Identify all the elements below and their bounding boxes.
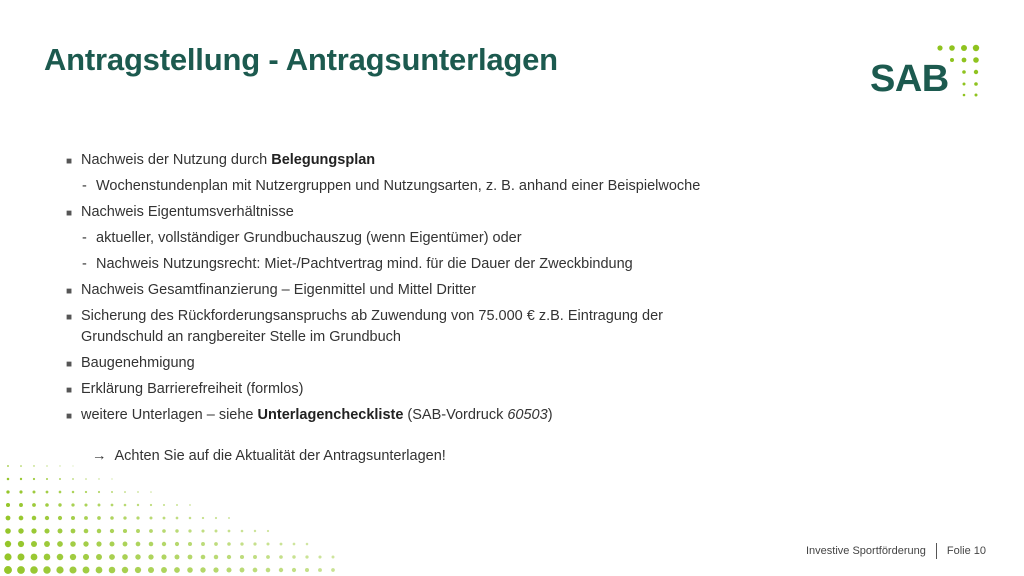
- logo-text: SAB: [870, 58, 949, 100]
- decor-dot: [6, 503, 10, 507]
- decor-dot: [43, 566, 50, 573]
- decor-dot: [189, 517, 192, 520]
- list-item: ■ Nachweis Eigentumsverhältnisse: [66, 202, 786, 223]
- decor-dot: [96, 567, 103, 574]
- decor-dot: [150, 504, 152, 506]
- decor-dot: [46, 491, 49, 494]
- decor-dot: [280, 543, 283, 546]
- decor-dot: [70, 554, 76, 560]
- decor-dot: [161, 554, 166, 559]
- decor-dot: [32, 503, 36, 507]
- decor-dot: [241, 530, 244, 533]
- decor-dot: [162, 542, 166, 546]
- decor-dot: [162, 529, 166, 533]
- list-subitem: - Nachweis Nutzungsrecht: Miet-/Pachtvertrag mind. für die Dauer der Zweckbindung: [66, 254, 786, 275]
- decor-dot: [122, 567, 128, 573]
- decor-dot: [111, 491, 113, 493]
- decor-dot: [240, 555, 244, 559]
- decor-dot: [109, 541, 114, 546]
- dash-bullet: -: [82, 178, 87, 194]
- decor-dot: [19, 490, 22, 493]
- decor-dot: [306, 543, 309, 546]
- decor-dot: [97, 529, 101, 533]
- decor-dot: [201, 555, 206, 560]
- decor-dot: [96, 554, 102, 560]
- decor-dot: [110, 529, 114, 533]
- hint-text: Achten Sie auf die Aktualität der Antragsunterlagen!: [114, 448, 446, 464]
- decor-dot: [215, 517, 217, 519]
- decor-dot: [44, 541, 50, 547]
- decor-dot: [70, 541, 76, 547]
- decor-dot: [292, 555, 295, 558]
- decor-dot: [31, 541, 37, 547]
- decor-dot: [122, 554, 128, 560]
- decor-dot: [46, 465, 47, 466]
- decor-dot: [266, 555, 270, 559]
- decor-dot: [18, 541, 24, 547]
- decor-dot: [19, 503, 23, 507]
- decor-dot: [111, 478, 112, 479]
- list-item: ■ Baugenehmigung: [66, 353, 786, 374]
- list-item: ■ Nachweis der Nutzung durch Belegungsplan: [66, 150, 786, 171]
- square-bullet-icon: ■: [66, 208, 73, 219]
- document-list: [66, 150, 786, 431]
- decor-dot: [163, 504, 165, 506]
- decor-dot: [214, 555, 218, 559]
- square-bullet-icon: ■: [66, 156, 73, 167]
- decor-dot: [45, 503, 49, 507]
- decor-dot: [253, 542, 256, 545]
- decor-dot: [98, 504, 101, 507]
- decor-dot: [57, 541, 63, 547]
- decor-dot: [85, 491, 87, 493]
- decor-dot: [226, 567, 231, 572]
- decor-dot: [148, 567, 154, 573]
- decor-dot: [6, 516, 11, 521]
- decor-dot: [149, 516, 152, 519]
- slide-footer: [806, 543, 986, 559]
- decor-dot: [72, 491, 75, 494]
- emphasis: Belegungsplan: [271, 152, 376, 168]
- decor-dot: [214, 542, 218, 546]
- decor-dot: [97, 516, 101, 520]
- decor-dot: [30, 566, 38, 574]
- decor-dot: [123, 529, 127, 533]
- decor-dot: [44, 528, 49, 533]
- decor-dot: [31, 554, 38, 561]
- decor-dot: [58, 529, 63, 534]
- decor-dot: [98, 491, 100, 493]
- decor-dot: [18, 528, 23, 533]
- decor-dot: [33, 465, 34, 466]
- sab-logo: [868, 40, 988, 104]
- decor-dot: [20, 478, 22, 480]
- decor-dot: [305, 568, 309, 572]
- decor-dot: [69, 566, 76, 573]
- decor-dot: [175, 529, 178, 532]
- decor-dot: [163, 517, 166, 520]
- square-bullet-icon: ■: [66, 385, 73, 396]
- decor-dot: [7, 465, 9, 467]
- decor-dot: [56, 566, 63, 573]
- decor-dot: [279, 568, 283, 572]
- decor-dot: [84, 503, 87, 506]
- decor-dot: [98, 478, 99, 479]
- decor-dot: [188, 542, 192, 546]
- list-subitem: - Wochenstundenplan mit Nutzergruppen und Nutzungsarten, z. B. anhand einer Beispielwoche: [66, 176, 786, 197]
- decor-dot: [253, 555, 257, 559]
- list-item: ■ Erklärung Barrierefreiheit (formlos): [66, 379, 786, 400]
- decor-dot: [136, 516, 139, 519]
- form-number: 60503: [507, 407, 548, 423]
- decor-dot: [227, 555, 231, 559]
- decor-dot: [31, 528, 36, 533]
- decor-dot: [109, 567, 116, 574]
- decor-dot: [187, 567, 193, 573]
- decor-dot: [123, 516, 126, 519]
- decor-dot: [136, 529, 140, 533]
- decor-dot: [59, 478, 61, 480]
- decor-dot: [253, 568, 258, 573]
- square-bullet-icon: ■: [66, 359, 73, 370]
- decor-dot: [84, 529, 89, 534]
- decor-dot: [83, 567, 90, 574]
- decor-dot: [44, 554, 51, 561]
- decor-dot: [201, 529, 204, 532]
- decor-dot: [58, 516, 62, 520]
- decor-dot: [58, 503, 61, 506]
- decor-dot: [59, 465, 60, 466]
- decor-dot: [318, 568, 322, 572]
- square-bullet-icon: ■: [66, 286, 73, 297]
- decor-dot: [4, 566, 12, 574]
- decor-dot: [228, 530, 231, 533]
- decor-dot: [279, 555, 283, 559]
- square-bullet-icon: ■: [66, 411, 73, 422]
- decor-dot: [174, 567, 180, 573]
- list-item: ■ Nachweis Gesamtfinanzierung – Eigenmittel und Mittel Dritter: [66, 280, 786, 301]
- decor-dot: [175, 555, 180, 560]
- decor-dot: [137, 504, 139, 506]
- decor-dot: [305, 555, 308, 558]
- decor-dot: [59, 491, 62, 494]
- decor-dot: [32, 516, 37, 521]
- decor-dot: [72, 478, 74, 480]
- decor-dot: [5, 541, 11, 547]
- decor-dot: [240, 568, 245, 573]
- decor-dot: [96, 541, 101, 546]
- list-subitem: - aktueller, vollständiger Grundbuchauszug (wenn Eigentümer) oder: [66, 228, 786, 249]
- dash-bullet: -: [82, 256, 87, 272]
- decor-dot: [188, 555, 193, 560]
- footer-divider: [936, 543, 937, 559]
- decor-dot: [110, 516, 114, 520]
- decor-dot: [176, 517, 179, 520]
- footer-section: Investive Sportförderung: [806, 545, 926, 557]
- decor-dot: [7, 478, 10, 481]
- decor-dot: [293, 543, 296, 546]
- decor-dot: [332, 556, 335, 559]
- decor-dot: [33, 491, 36, 494]
- decor-dot: [228, 517, 230, 519]
- decor-dot: [176, 504, 178, 506]
- decor-dot: [4, 553, 11, 560]
- dot-pattern-decoration: [0, 460, 340, 576]
- decor-dot: [161, 567, 167, 573]
- decor-dot: [188, 529, 191, 532]
- decor-dot: [124, 504, 127, 507]
- decor-dot: [292, 568, 296, 572]
- decor-dot: [71, 516, 75, 520]
- decor-dot: [200, 567, 205, 572]
- decor-dot: [202, 517, 204, 519]
- decor-dot: [124, 491, 126, 493]
- decor-dot: [83, 541, 88, 546]
- list-item: ■ Sicherung des Rückforderungsanspruchs ab Zuwendung von 75.000 € z.B. Eintragung der Grundschuld an rangbereiter Stelle im Grundbuch: [66, 308, 663, 345]
- decor-dot: [175, 542, 179, 546]
- decor-dot: [254, 530, 256, 532]
- decor-dot: [150, 491, 152, 493]
- arrow-right-icon: →: [92, 448, 107, 464]
- decor-dot: [83, 554, 89, 560]
- decor-dot: [240, 542, 243, 545]
- decor-dot: [267, 530, 269, 532]
- decor-dot: [6, 490, 9, 493]
- decor-dot: [33, 478, 35, 480]
- decor-dot: [17, 566, 25, 574]
- dash-bullet: -: [82, 230, 87, 246]
- decor-dot: [189, 504, 191, 506]
- decor-dot: [227, 542, 231, 546]
- slide-title: Antragstellung - Antragsunterlagen: [44, 42, 558, 77]
- decor-dot: [201, 542, 205, 546]
- decor-dot: [149, 529, 153, 533]
- decor-dot: [20, 465, 22, 467]
- decor-dot: [46, 478, 48, 480]
- decor-dot: [5, 528, 11, 534]
- decor-dot: [109, 554, 115, 560]
- decor-dot: [111, 504, 114, 507]
- decor-dot: [71, 529, 76, 534]
- list-item: ■ weitere Unterlagen – siehe Unterlagencheckliste (SAB-Vordruck 60503): [66, 405, 786, 426]
- decor-dot: [72, 465, 73, 466]
- decor-dot: [45, 516, 49, 520]
- decor-dot: [18, 554, 25, 561]
- decor-dot: [135, 554, 140, 559]
- decor-dot: [85, 478, 87, 480]
- decor-dot: [19, 516, 24, 521]
- decor-dot: [266, 542, 269, 545]
- decor-dot: [71, 503, 74, 506]
- decor-dot: [137, 491, 139, 493]
- decor-dot: [266, 568, 271, 573]
- decor-dot: [57, 554, 63, 560]
- decor-dot: [148, 554, 153, 559]
- decor-dot: [123, 542, 128, 547]
- decor-dot: [149, 542, 154, 547]
- square-bullet-icon: ■: [66, 312, 73, 323]
- decor-dot: [318, 555, 321, 558]
- decor-dot: [215, 530, 218, 533]
- decor-dot: [84, 516, 88, 520]
- decor-dot: [135, 567, 141, 573]
- footer-page-number: Folie 10: [946, 545, 986, 557]
- decor-dot: [136, 542, 141, 547]
- decor-dot: [331, 568, 335, 572]
- emphasis: Unterlagencheckliste: [257, 407, 404, 423]
- decor-dot: [213, 567, 218, 572]
